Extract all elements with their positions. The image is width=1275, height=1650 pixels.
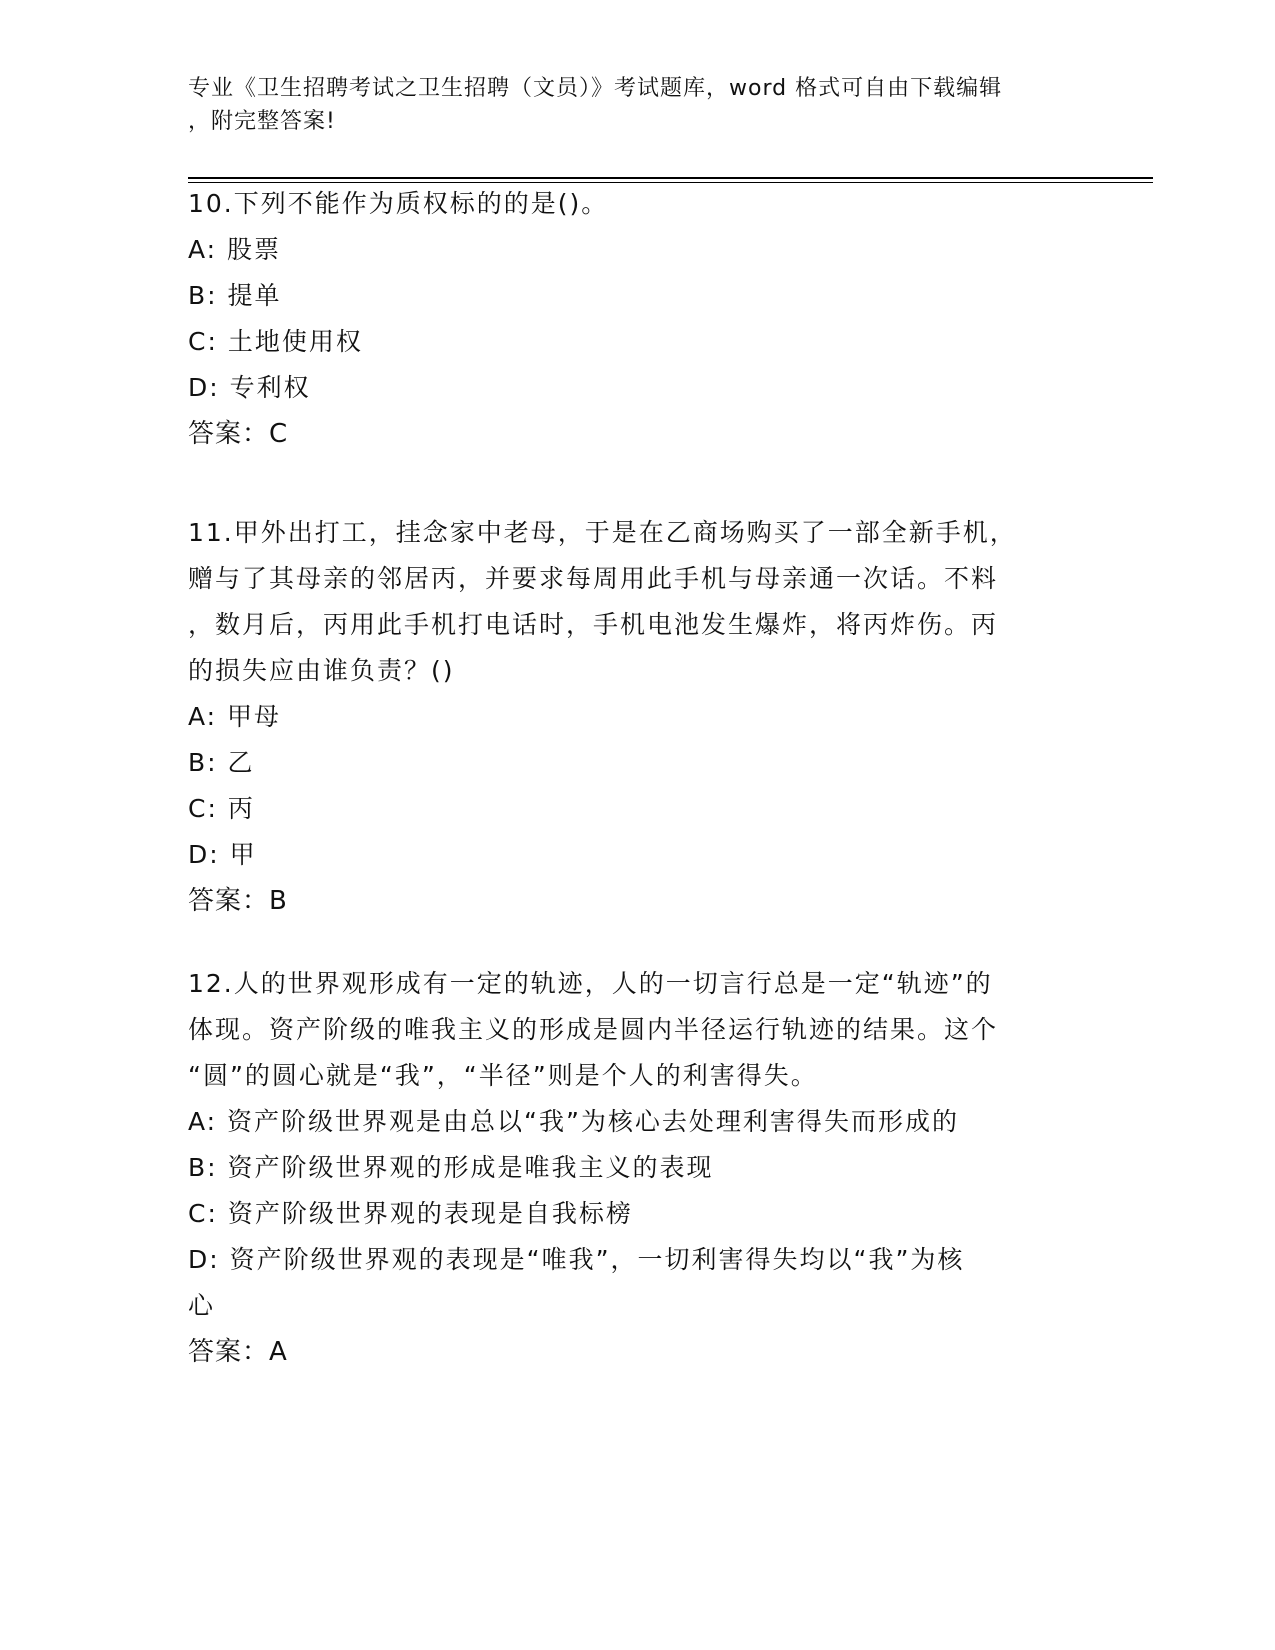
- header-divider: [188, 177, 1153, 179]
- option-c: C: 资产阶级世界观的表现是自我标榜: [188, 1199, 633, 1228]
- option-a: A: 资产阶级世界观是由总以“我”为核心去处理利害得失而形成的: [188, 1107, 959, 1136]
- option-a: A: 股票: [188, 235, 282, 264]
- question-10: [188, 181, 1088, 457]
- option-d: D: 专利权: [188, 373, 311, 402]
- question-stem-line: 11.甲外出打工，挂念家中老母，于是在乙商场购买了一部全新手机，: [188, 518, 1017, 547]
- document-header: [188, 72, 1088, 138]
- header-line-1: 专业《卫生招聘考试之卫生招聘（文员）》考试题库，word 格式可自由下载编辑: [188, 76, 1003, 101]
- option-a: A: 甲母: [188, 702, 282, 731]
- option-c: C: 丙: [188, 794, 255, 823]
- question-11: [188, 510, 1088, 924]
- question-stem-line: 的损失应由谁负责？(): [188, 656, 455, 685]
- option-b: B: 资产阶级世界观的形成是唯我主义的表现: [188, 1153, 714, 1182]
- question-12: [188, 961, 1088, 1375]
- answer: 答案：B: [188, 886, 288, 916]
- option-c: C: 土地使用权: [188, 327, 363, 356]
- option-b: B: 乙: [188, 748, 255, 777]
- answer: 答案：A: [188, 1337, 288, 1367]
- option-d: D: 甲: [188, 840, 257, 869]
- option-d-continued: 心: [188, 1291, 216, 1320]
- question-stem-line: 12.人的世界观形成有一定的轨迹，人的一切言行总是一定“轨迹”的: [188, 969, 993, 998]
- question-stem-line: 体现。资产阶级的唯我主义的形成是圆内半径运行轨迹的结果。这个: [188, 1015, 999, 1044]
- question-stem-line: ，数月后，丙用此手机打电话时，手机电池发生爆炸，将丙炸伤。丙: [188, 610, 999, 639]
- question-stem: 10.下列不能作为质权标的的是()。: [188, 189, 609, 218]
- answer: 答案：C: [188, 419, 289, 449]
- header-line-2: ，附完整答案!: [188, 109, 336, 134]
- option-d: D: 资产阶级世界观的表现是“唯我”，一切利害得失均以“我”为核: [188, 1245, 965, 1274]
- question-stem-line: “圆”的圆心就是“我”，“半径”则是个人的利害得失。: [188, 1061, 818, 1090]
- question-stem-line: 赠与了其母亲的邻居丙，并要求每周用此手机与母亲通一次话。不料: [188, 564, 999, 593]
- option-b: B: 提单: [188, 281, 282, 310]
